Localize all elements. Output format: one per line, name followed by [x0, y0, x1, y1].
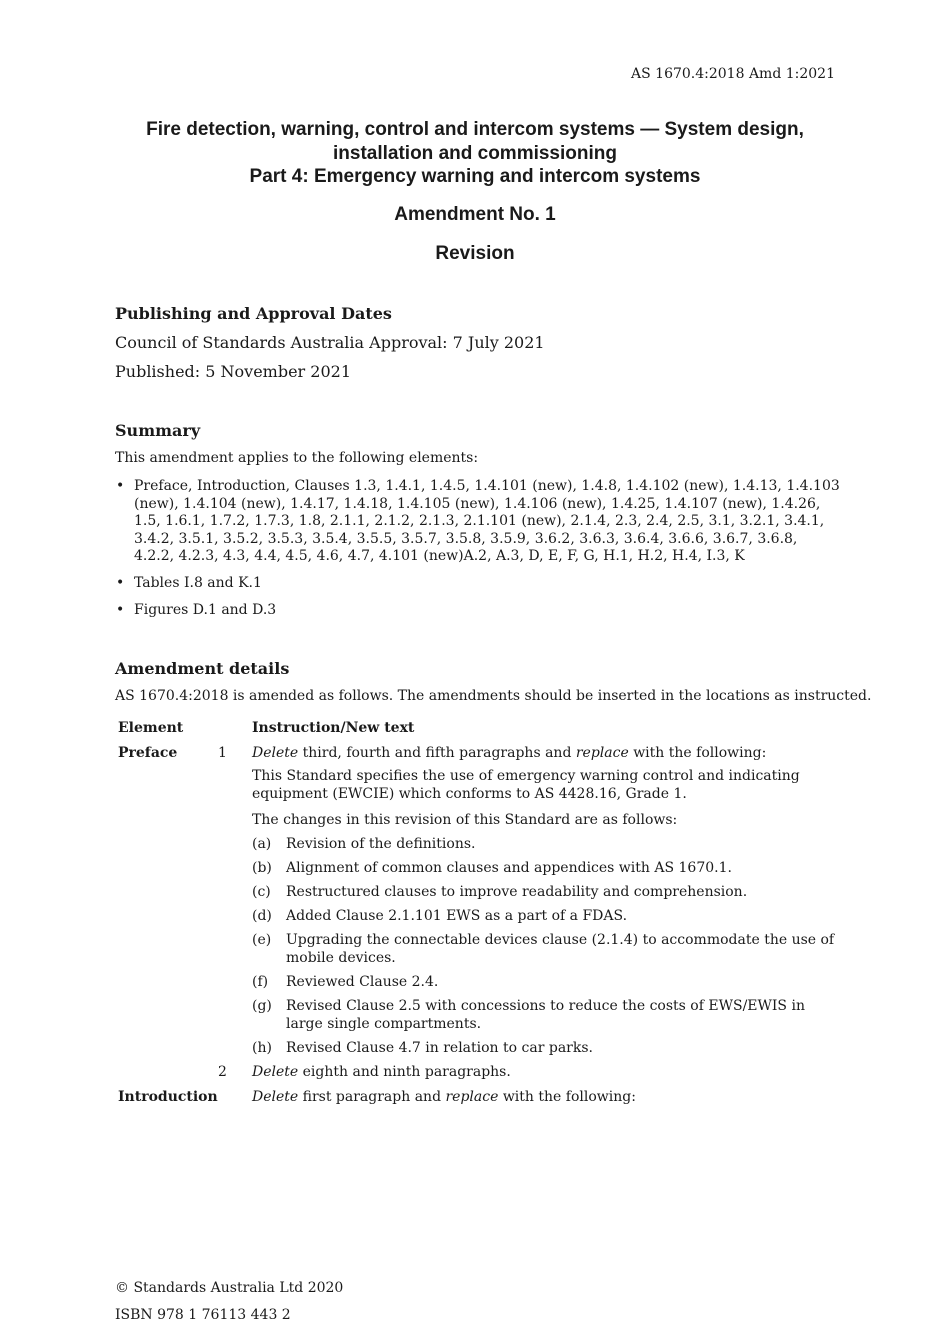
- new-text-paragraph: The changes in this revision of this Standard are as follows:: [252, 812, 678, 828]
- list-item: [118, 974, 840, 998]
- list-item-text: Tables I.8 and K.1: [134, 574, 262, 591]
- list-item: [115, 602, 840, 620]
- bullet-icon: •: [116, 574, 125, 591]
- document-title: [60, 118, 890, 189]
- list-label: (d): [252, 908, 272, 924]
- element-preface: Preface: [118, 745, 178, 761]
- title-line-2: installation and commissioning: [333, 142, 617, 164]
- list-label: (b): [252, 860, 272, 876]
- isbn: ISBN 978 1 76113 443 2: [115, 1307, 291, 1323]
- amendment-details-intro: AS 1670.4:2018 is amended as follows. The amendments should be inserted in the locations as instructed.: [115, 688, 872, 704]
- amendment-details-heading: Amendment details: [115, 659, 290, 678]
- revision-label: Revision: [435, 243, 515, 264]
- list-item: [115, 478, 840, 566]
- table-header-row: [118, 720, 840, 745]
- table-row: [118, 745, 840, 768]
- list-item: [118, 836, 840, 860]
- instruction-end: with the following:: [498, 1089, 636, 1105]
- list-item-text: Revised Clause 2.5 with concessions to reduce the costs of EWS/EWIS in large single compartments.: [286, 998, 805, 1032]
- replace-keyword: replace: [445, 1089, 499, 1105]
- list-item-text: Restructured clauses to improve readability and comprehension.: [286, 884, 748, 900]
- list-label: (h): [252, 1040, 272, 1056]
- copyright-notice: © Standards Australia Ltd 2020: [115, 1280, 344, 1296]
- list-item-text: Revised Clause 4.7 in relation to car parks.: [286, 1040, 593, 1056]
- title-line-1: Fire detection, warning, control and intercom systems — System design,: [146, 119, 804, 140]
- instruction-text: [252, 1089, 840, 1107]
- list-item: [118, 1040, 840, 1064]
- list-item: [115, 575, 840, 593]
- list-item-text: Preface, Introduction, Clauses 1.3, 1.4.1, 1.4.5, 1.4.101 (new), 1.4.8, 1.4.102 (new), 1.4.13, 1.4.103 (new), 1.4.104 (new), 1.4.17, 1.4.18, 1.4.105 (new), 1.4.106 (new), 1.4.25, 1.4.107 (new), 1.4.26, 1.5, 1.6.1, 1.7.2, 1.7.3, 1.8, 2.1.1, 2.1.2, 2.1.3, 2.1.101 (new), 2.1.4, 2.3, 2.4, 2.5, 3.1, 3.2.1, 3.4.1, 3.4.2, 3.5.1, 3.5.2, 3.5.3, 3.5.4, 3.5.5, 3.5.7, 3.5.8, 3.5.9, 3.6.2, 3.6.3, 3.6.4, 3.6.6, 3.6.7, 3.6.8, 4.2.2, 4.2.3, 4.3, 4.4, 4.5, 4.6, 4.7, 4.101 (new)A.2, A.3, D, E, F, G, H.1, H.2, H.4, I.3, K: [134, 478, 840, 565]
- list-item: [118, 884, 840, 908]
- instruction-text: [252, 745, 840, 763]
- element-introduction: Introduction: [118, 1089, 218, 1105]
- column-header-instruction: Instruction/New text: [252, 720, 415, 736]
- list-item-text: Reviewed Clause 2.4.: [286, 974, 439, 990]
- list-label: (g): [252, 998, 272, 1014]
- instruction-text: [252, 1064, 840, 1082]
- list-item-text: Added Clause 2.1.101 EWS as a part of a FDAS.: [286, 908, 628, 924]
- item-number: 2: [218, 1064, 227, 1080]
- table-row: [118, 1089, 840, 1113]
- summary-bullet-list: [115, 478, 840, 628]
- published-date: Published: 5 November 2021: [115, 362, 351, 381]
- new-text-paragraph: This Standard specifies the use of emergency warning control and indicating equipment (EWCIE) which conforms to AS 4428.16, Grade 1.: [252, 768, 800, 802]
- column-header-element: Element: [118, 720, 184, 736]
- delete-keyword: Delete: [252, 1064, 299, 1080]
- list-item: [118, 998, 840, 1040]
- list-item-text: Revision of the definitions.: [286, 836, 476, 852]
- table-row: [118, 812, 840, 836]
- instruction-mid: first paragraph and: [298, 1089, 446, 1105]
- replace-keyword: replace: [575, 745, 629, 761]
- bullet-icon: •: [116, 601, 125, 618]
- table-row: [118, 1064, 840, 1089]
- document-identifier: AS 1670.4:2018 Amd 1:2021: [631, 66, 835, 82]
- list-item: [118, 908, 840, 932]
- delete-keyword: Delete: [252, 745, 299, 761]
- item-number: 1: [218, 745, 227, 761]
- summary-intro: This amendment applies to the following elements:: [115, 450, 479, 466]
- delete-keyword: Delete: [252, 1089, 299, 1105]
- instruction-end: eighth and ninth paragraphs.: [298, 1064, 511, 1080]
- list-label: (a): [252, 836, 272, 852]
- list-label: (c): [252, 884, 271, 900]
- instruction-mid: third, fourth and fifth paragraphs and: [298, 745, 576, 761]
- title-line-3: Part 4: Emergency warning and intercom systems: [249, 166, 701, 187]
- amendment-table: [118, 720, 840, 1113]
- table-row: [118, 768, 840, 812]
- list-label: (f): [252, 974, 269, 990]
- list-item: [118, 932, 840, 974]
- bullet-icon: •: [116, 478, 125, 494]
- instruction-end: with the following:: [628, 745, 767, 761]
- list-label: (e): [252, 932, 272, 948]
- list-item-text: Alignment of common clauses and appendices with AS 1670.1.: [286, 860, 732, 876]
- list-item-text: Upgrading the connectable devices clause (2.1.4) to accommodate the use of mobile devices.: [286, 932, 835, 966]
- approval-date: Council of Standards Australia Approval: 7 July 2021: [115, 333, 545, 352]
- list-item: [118, 860, 840, 884]
- amendment-number: Amendment No. 1: [394, 204, 556, 225]
- summary-heading: Summary: [115, 421, 201, 440]
- list-item-text: Figures D.1 and D.3: [134, 601, 277, 618]
- publishing-heading: Publishing and Approval Dates: [115, 304, 392, 323]
